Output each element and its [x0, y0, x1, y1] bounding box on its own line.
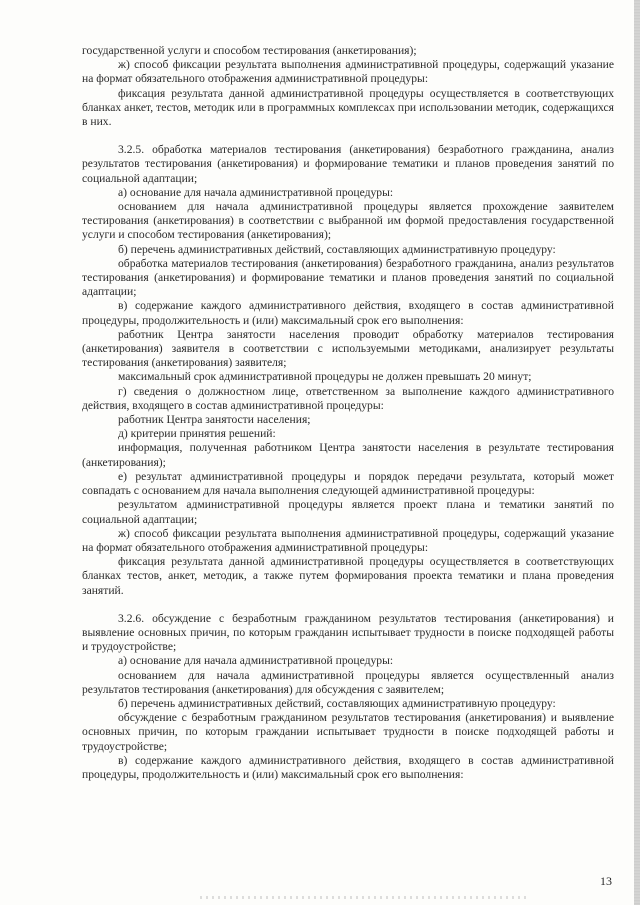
paragraph: фиксация результата данной административной процедуры осуществляется в соответствующих бланках анкет, тестов, методик или в программных комплексах при использовании методик, содержащихся в них.	[82, 86, 614, 129]
paragraph: фиксация результата данной административной процедуры осуществляется в соответствующих бланках тестов, анкет, методик, а также путем формирования проекта тематики и плана проведения занятий.	[82, 555, 614, 597]
paragraph: а) основание для начала административной процедуры:	[118, 654, 394, 668]
page-number: 13	[600, 874, 612, 888]
paragraph: основанием для начала административной процедуры является прохождение заявителем тестирования (анкетирования) в соответствии с выбранной им формой предоставления государственной услуги и способом тестирования (анкетирования);	[82, 200, 614, 242]
paragraph: б) перечень административных действий, составляющих административную процедуру:	[118, 242, 556, 256]
paragraph: основанием для начала административной процедуры является осуществленный анализ результатов тестирования (анкетирования) для обсуждения с заявителем;	[82, 668, 614, 696]
paragraph: обсуждение с безработным гражданином результатов тестирования (анкетирования) и выявление основных причин, по которым граждании испытывает трудности в поиске подходящей работы и трудоустройстве;	[82, 711, 614, 753]
paragraph: а) основание для начала административной процедуры:	[118, 185, 394, 199]
paragraph: б) перечень административных действий, составляющих административную процедуру:	[118, 696, 556, 710]
paragraph: г) сведения о должностном лице, ответственном за выполнение каждого административного действия, входящего в состав административной процедуры:	[82, 384, 614, 412]
paragraph: 3.2.6. обсуждение с безработным гражданином результатов тестирования (анкетирования) и выявление основных причин, по которым гражданин испытывает трудности в поиске подходящей работы и трудоустройстве;	[82, 611, 614, 654]
paragraph: государственной услуги и способом тестирования (анкетирования);	[82, 44, 417, 57]
paragraph: 3.2.5. обработка материалов тестирования (анкетирования) безработного гражданина, анализ результатов тестирования (анкетирования) и формирование тематики и планов проведения занятий по социальной адаптации;	[82, 143, 614, 185]
paragraph: в) содержание каждого административного действия, входящего в состав административной процедуры, продолжительность и (или) максимальный срок его выполнения:	[82, 299, 614, 327]
paragraph: ж) способ фиксации результата выполнения административной процедуры, содержащий указание на формат обязательного отображения административной процедуры:	[82, 526, 614, 554]
paragraph: информация, полученная работником Центра занятости населения в результате тестирования (анкетирования);	[82, 441, 614, 469]
paragraph: максимальный срок административной процедуры не должен превышать 20 минут;	[118, 370, 532, 384]
paragraph-gap	[82, 129, 614, 143]
paragraph-gap	[82, 598, 614, 612]
paragraph: е) результат административной процедуры и порядок передачи результата, который может совпадать с основанием для начала выполнения следующей административной процедуры:	[82, 469, 614, 498]
page-edge-shadow	[634, 0, 640, 905]
paragraph: работник Центра занятости населения;	[118, 413, 311, 427]
paragraph: в) содержание каждого административного действия, входящего в состав административной процедуры, продолжительность и (или) максимальный срок его выполнения:	[82, 753, 614, 781]
paragraph: д) критерии принятия решений:	[118, 427, 276, 441]
paragraph: работник Центра занятости населения проводит обработку материалов тестирования (анкетирования) заявителя в соответствии с используемыми методиками, анализирует результаты тестирования (анкетирования) заявителя;	[82, 327, 614, 370]
paragraph: результатом административной процедуры является проект плана и тематики занятий по социальной адаптации;	[82, 498, 614, 526]
document-body	[82, 44, 614, 782]
scan-artifact	[200, 896, 530, 899]
paragraph: обработка материалов тестирования (анкетирования) безработного гражданина, анализ результатов тестирования (анкетирования) и формирование тематики и планов проведения занятий по социальной адаптации;	[82, 256, 614, 299]
paragraph: ж) способ фиксации результата выполнения административной процедуры, содержащий указание на формат обязательного отображения административной процедуры:	[82, 58, 614, 86]
